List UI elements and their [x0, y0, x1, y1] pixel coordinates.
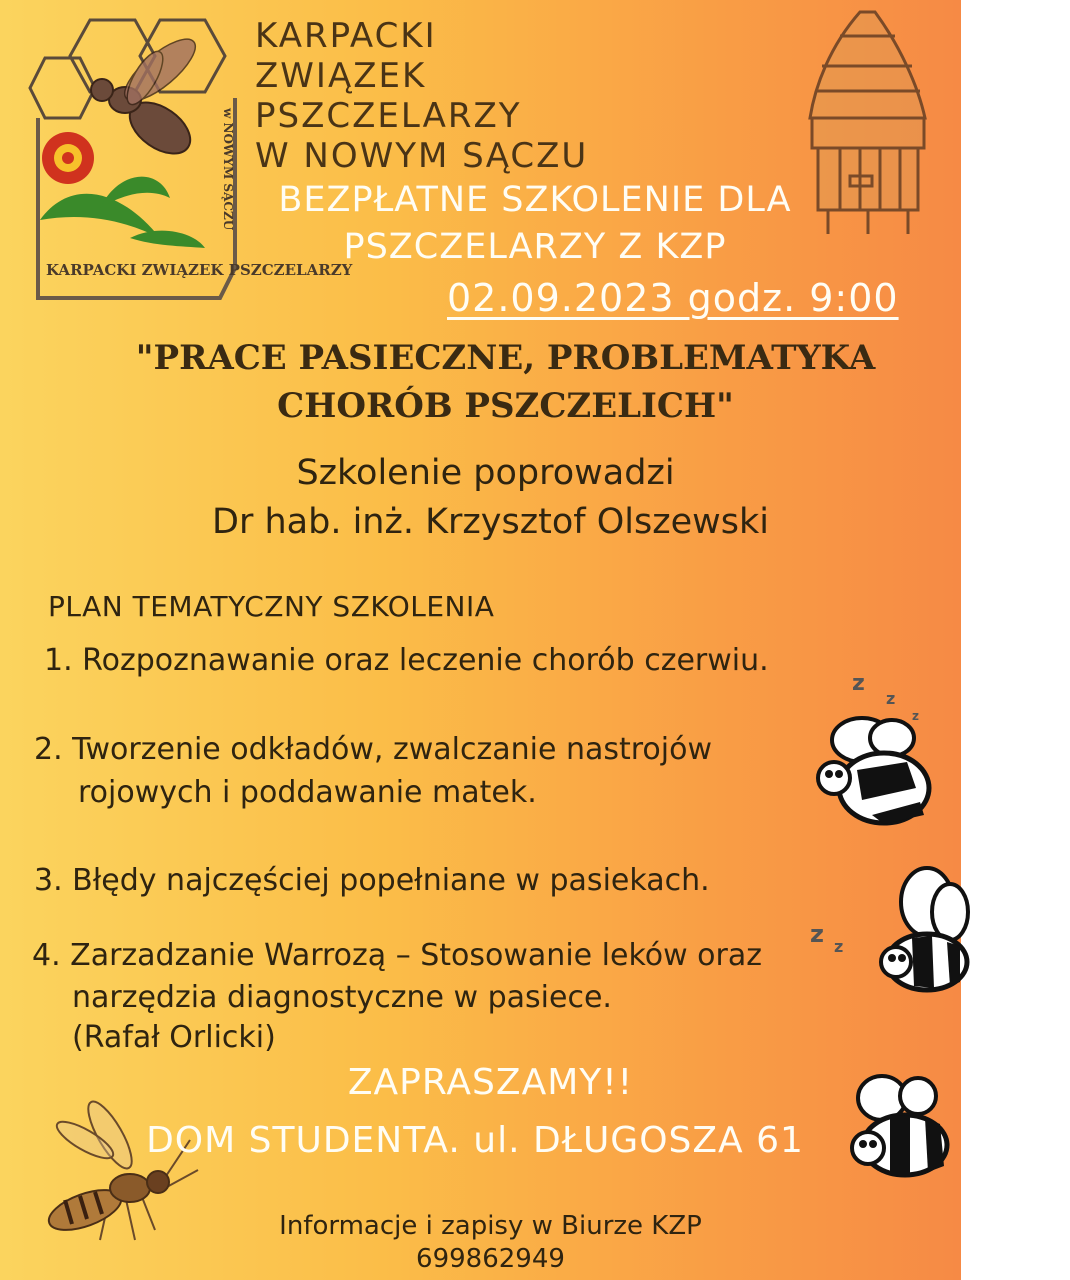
info-text: Informacje i zapisy w Biurze KZP — [279, 1211, 702, 1241]
invite-text: ZAPRASZAMY!! — [347, 1062, 634, 1103]
logo-side-text: w NOWYM SĄCZU — [221, 108, 235, 231]
svg-text:z: z — [912, 709, 919, 723]
announcement-line-2: PSZCZELARZY Z KZP — [343, 227, 727, 267]
org-line-3: PSZCZELARZY — [255, 96, 522, 136]
announcement-line-1: BEZPŁATNE SZKOLENIE DLA — [278, 180, 792, 220]
svg-text:z: z — [886, 689, 896, 708]
org-line-2: ZWIĄZEK — [255, 56, 427, 96]
org-line-1: KARPACKI — [255, 16, 437, 56]
event-date: 02.09.2023 godz. 9:00 — [447, 276, 899, 320]
plan-item-2-line-1: 2. Tworzenie odkładów, zwalczanie nastrojów — [34, 732, 712, 767]
plan-item-4-line-2: narzędzia diagnostyczne w pasiece. — [72, 980, 612, 1015]
plan-item-4-line-3: (Rafał Orlicki) — [72, 1020, 276, 1055]
svg-text:z: z — [834, 937, 844, 956]
trainer-intro: Szkolenie poprowadzi — [296, 453, 675, 493]
phone-number: 699862949 — [416, 1244, 565, 1274]
trainer-name: Dr hab. inż. Krzysztof Olszewski — [212, 502, 769, 542]
plan-item-1-line-1: 1. Rozpoznawanie oraz leczenie chorób czerwiu. — [44, 643, 769, 678]
cartoon-bee-icon-2 — [810, 862, 961, 997]
plan-heading: PLAN TEMATYCZNY SZKOLENIA — [48, 590, 495, 623]
venue-text: DOM STUDENTA. ul. DŁUGOSZA 61 — [146, 1120, 804, 1161]
plan-item-2-line-2: rojowych i poddawanie matek. — [78, 775, 537, 810]
training-title-line-2: CHORÓB PSZCZELICH" — [277, 386, 734, 426]
plan-item-3-line-1: 3. Błędy najczęściej popełniane w pasiekach. — [34, 863, 710, 898]
org-line-4: W NOWYM SĄCZU — [255, 136, 589, 176]
logo-arc-text: KARPACKI ZWIĄZEK PSZCZELARZY — [46, 261, 353, 279]
training-title-line-1: "PRACE PASIECZNE, PROBLEMATYKA — [135, 338, 876, 378]
svg-text:z: z — [852, 671, 865, 696]
sleeping-bee-icon — [812, 670, 942, 840]
svg-text:z: z — [810, 920, 824, 948]
plan-item-4-line-1: 4. Zarzadzanie Warrozą – Stosowanie leków oraz — [32, 938, 762, 973]
